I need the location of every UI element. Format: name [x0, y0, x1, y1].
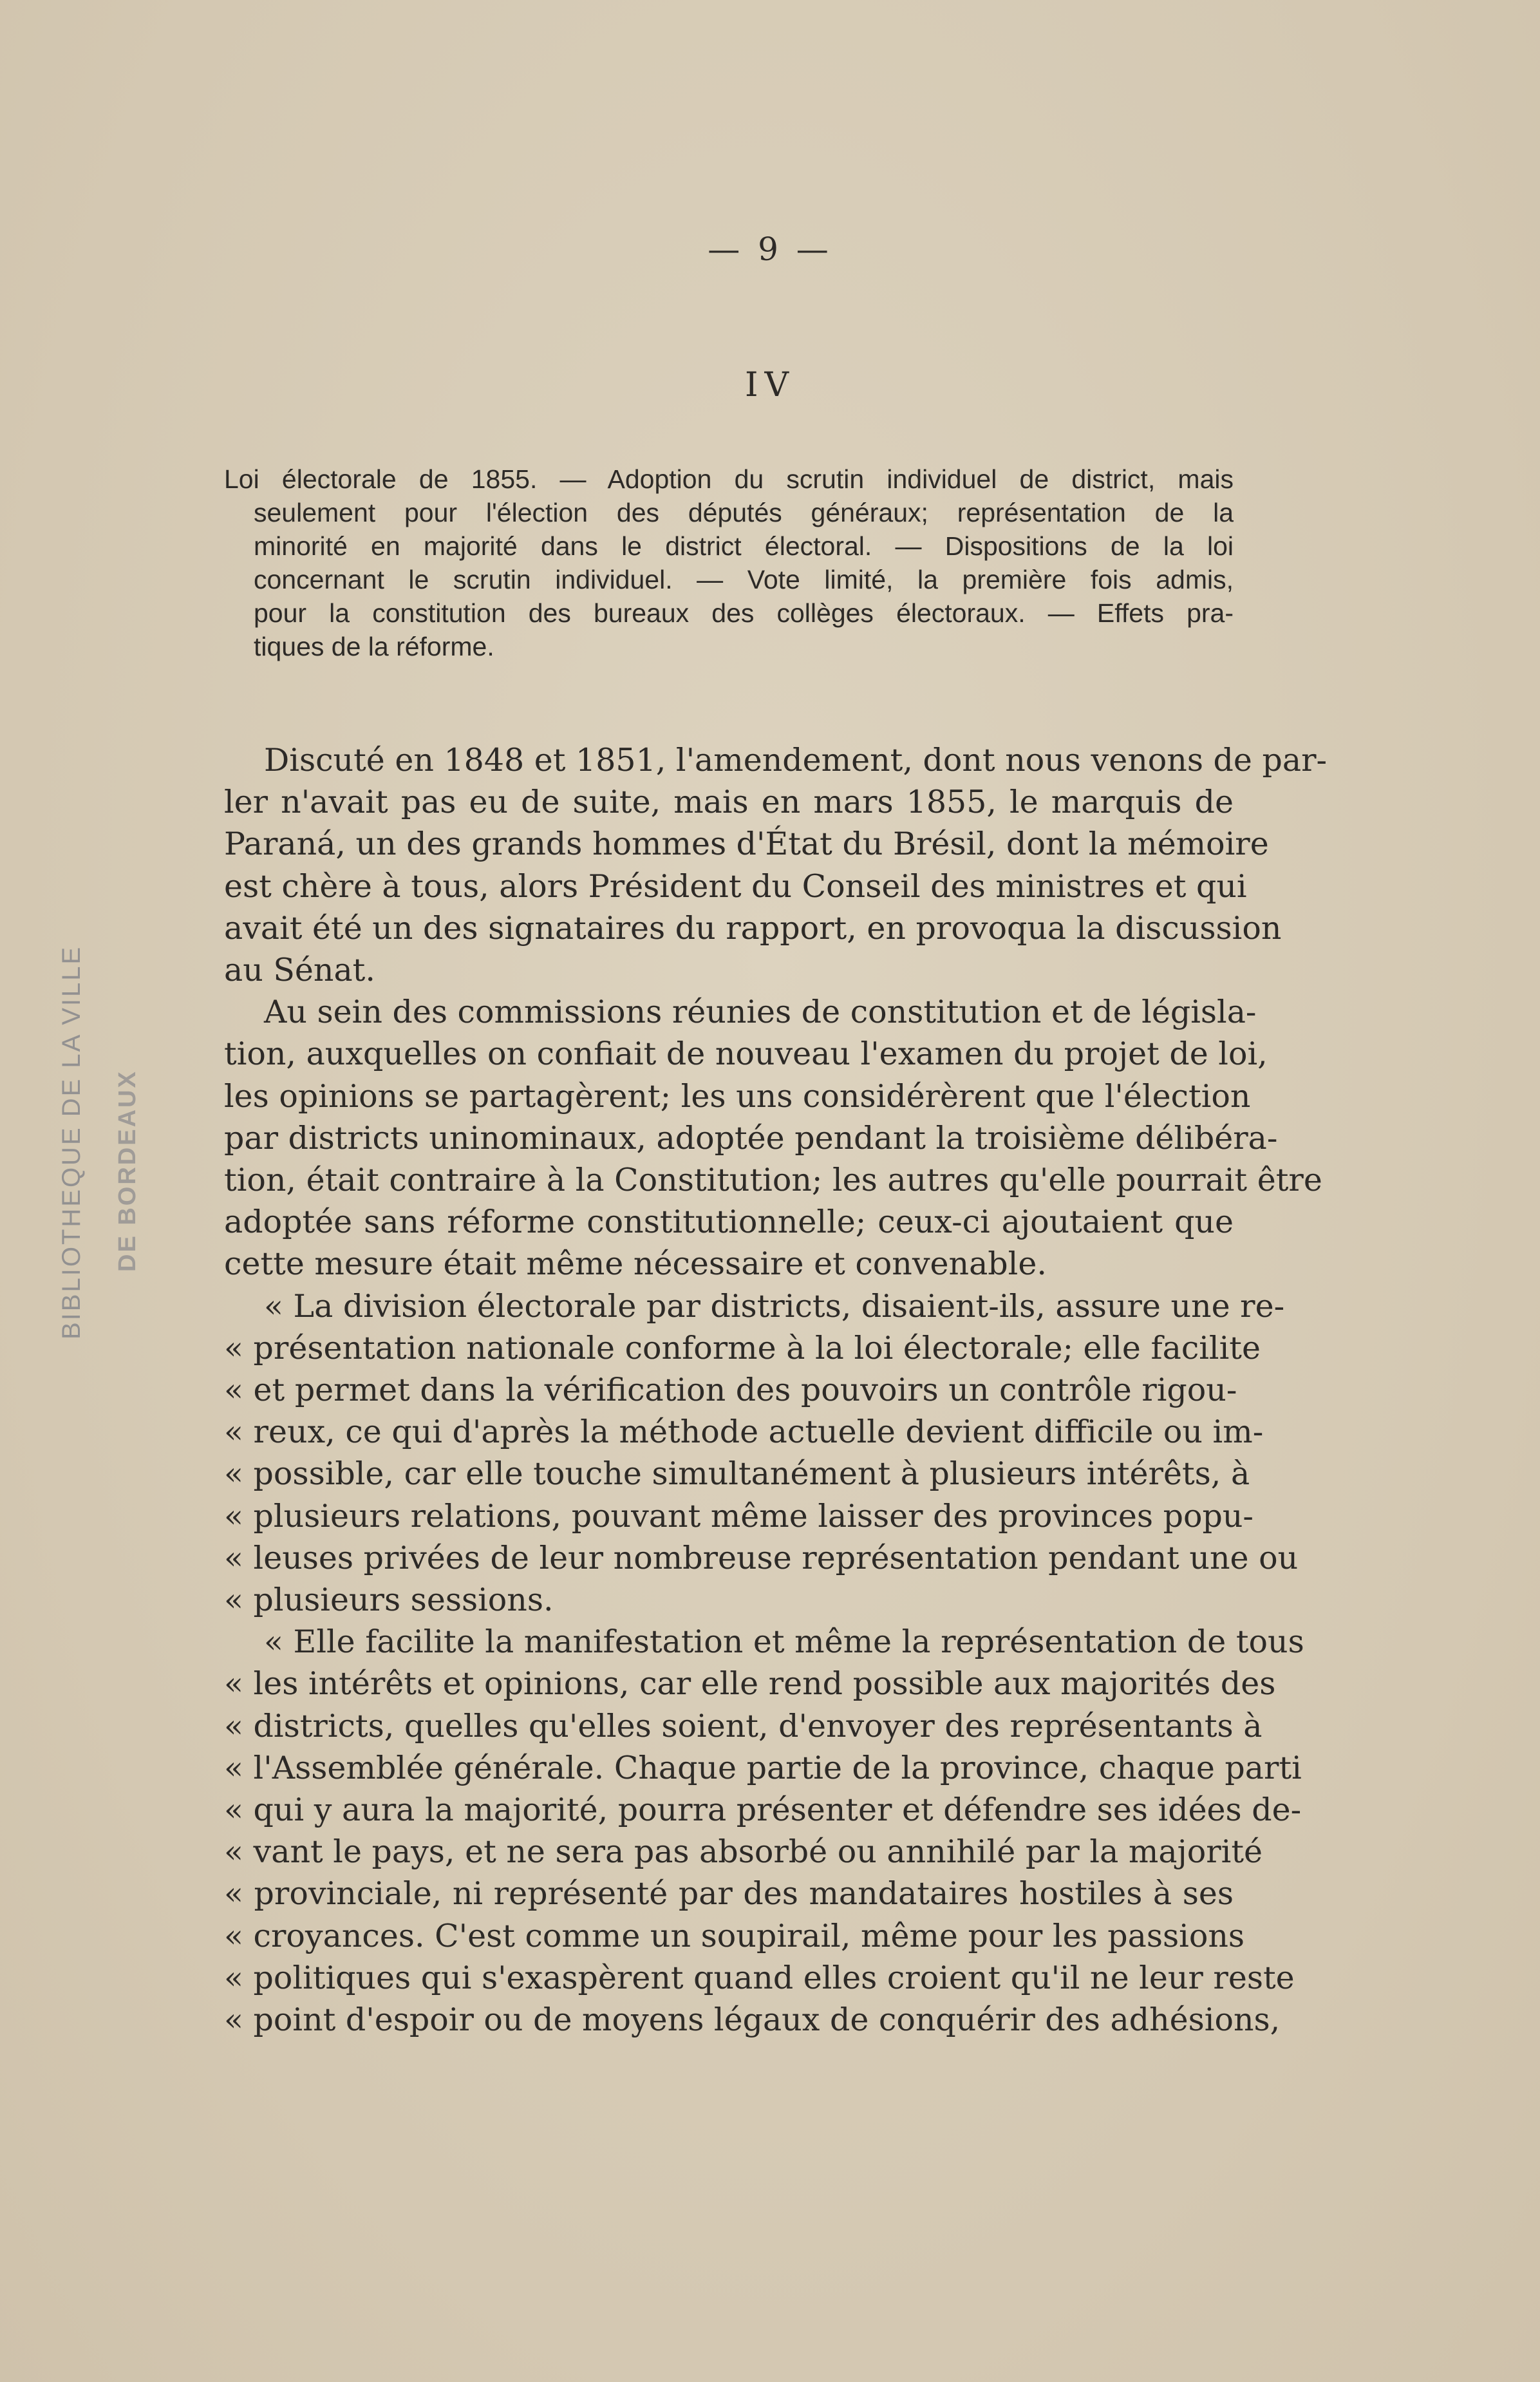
body-line: « provinciale, ni représenté par des mandataires hostiles à ses: [224, 1875, 1234, 1913]
library-stamp: [57, 947, 153, 1346]
summary-line: Loi électorale de 1855. — Adoption du scrutin individuel de district, mais: [224, 464, 1234, 494]
chapter-heading: IV: [744, 366, 796, 404]
summary-line: tiques de la réforme.: [254, 632, 494, 661]
body-line: adoptée sans réforme constitutionnelle; ceux-ci ajoutaient que: [224, 1204, 1234, 1241]
body-line: « plusieurs sessions.: [224, 1582, 554, 1619]
body-line: au Sénat.: [224, 952, 375, 989]
body-line: ler n'avait pas eu de suite, mais en mars 1855, le marquis de: [224, 784, 1234, 821]
body-line: « possible, car elle touche simultanément à plusieurs intérêts, à: [224, 1455, 1250, 1493]
chapter-summary: [224, 462, 1234, 663]
body-text: [224, 739, 1328, 2041]
body-line: « point d'espoir ou de moyens légaux de conquérir des adhésions,: [224, 2001, 1281, 2039]
summary-line: seulement pour l'élection des députés généraux; représentation de la: [254, 498, 1234, 527]
body-line: « qui y aura la majorité, pourra présenter et défendre ses idées de-: [224, 1791, 1302, 1829]
body-line: Discuté en 1848 et 1851, l'amendement, dont nous venons de par-: [264, 742, 1328, 779]
page-number: — 9 —: [708, 231, 832, 268]
body-line: « l'Assemblée générale. Chaque partie de la province, chaque parti: [224, 1749, 1302, 1786]
body-line: avait été un des signataires du rapport, en provoqua la discussion: [224, 909, 1282, 947]
body-line: « et permet dans la vérification des pouvoirs un contrôle rigou-: [224, 1372, 1237, 1409]
body-line: cette mesure était même nécessaire et convenable.: [224, 1245, 1047, 1283]
body-line: « politiques qui s'exaspèrent quand elles croient qu'il ne leur reste: [224, 1959, 1295, 1996]
body-line: « reux, ce qui d'après la méthode actuelle devient difficile ou im-: [224, 1413, 1264, 1451]
body-line: « La division électorale par districts, disaient-ils, assure une re-: [264, 1287, 1285, 1325]
summary-line: minorité en majorité dans le district électoral. — Dispositions de la loi: [254, 531, 1234, 561]
stamp-line-2: DE BORDEAUX: [114, 1070, 141, 1272]
summary-line: pour la constitution des bureaux des collèges électoraux. — Effets pra-: [254, 598, 1234, 628]
body-line: « Elle facilite la manifestation et même la représentation de tous: [264, 1623, 1304, 1661]
body-line: tion, auxquelles on confiait de nouveau l'examen du projet de loi,: [224, 1035, 1268, 1073]
body-line: tion, était contraire à la Constitution; les autres qu'elle pourrait être: [224, 1162, 1322, 1199]
summary-line: concernant le scrutin individuel. — Vote limité, la première fois admis,: [254, 565, 1234, 594]
stamp-line-1: BIBLIOTHEQUE DE LA VILLE: [57, 947, 86, 1339]
body-line: par districts uninominaux, adoptée pendant la troisième délibéra-: [224, 1119, 1278, 1157]
body-line: Paraná, un des grands hommes d'État du Brésil, dont la mémoire: [224, 826, 1269, 863]
body-line: Au sein des commissions réunies de constitution et de législa-: [264, 994, 1257, 1031]
body-line: « leuses privées de leur nombreuse représentation pendant une ou: [224, 1539, 1299, 1576]
body-line: « plusieurs relations, pouvant même laisser des provinces popu-: [224, 1497, 1254, 1535]
body-line: « présentation nationale conforme à la loi électorale; elle facilite: [224, 1329, 1261, 1366]
body-line: « districts, quelles qu'elles soient, d'envoyer des représentants à: [224, 1707, 1263, 1744]
body-line: les opinions se partagèrent; les uns considérèrent que l'élection: [224, 1077, 1251, 1115]
body-line: « vant le pays, et ne sera pas absorbé ou annihilé par la majorité: [224, 1833, 1263, 1871]
body-line: est chère à tous, alors Président du Conseil des ministres et qui: [224, 867, 1247, 905]
body-line: « croyances. C'est comme un soupirail, même pour les passions: [224, 1917, 1245, 1954]
body-line: « les intérêts et opinions, car elle rend possible aux majorités des: [224, 1665, 1276, 1703]
